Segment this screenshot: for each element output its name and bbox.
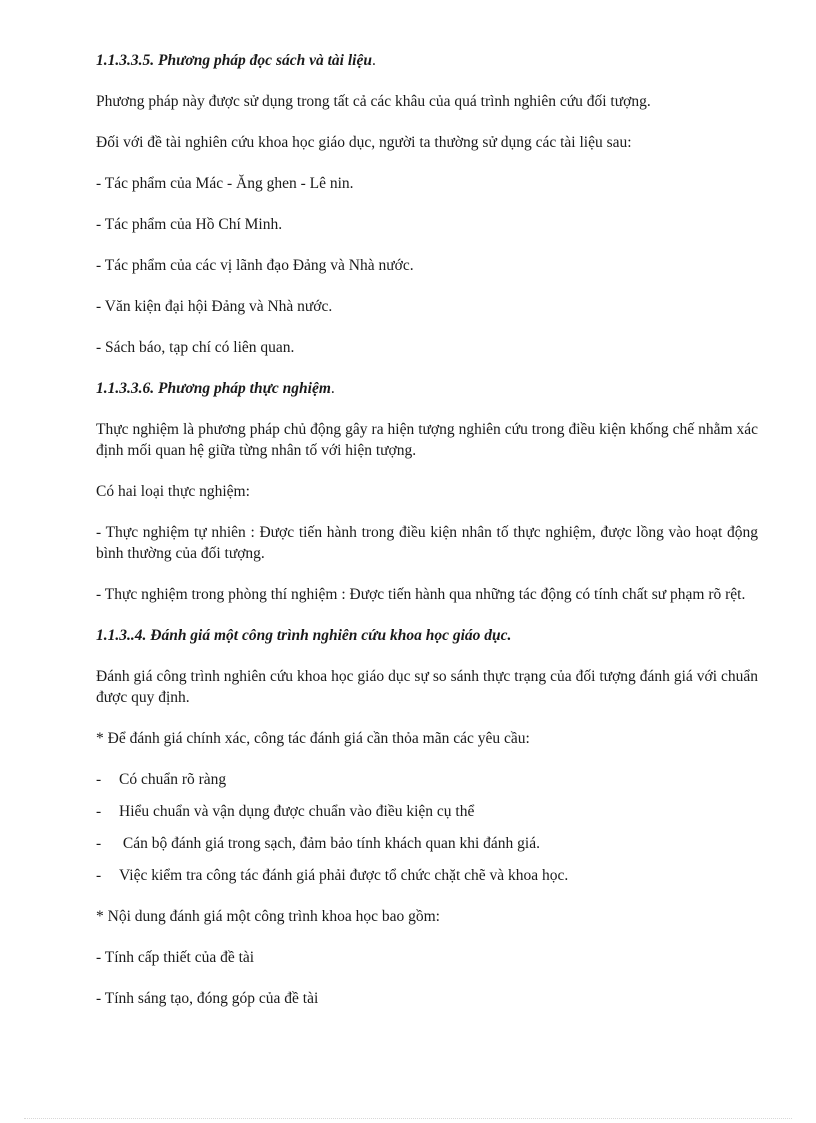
bullet-dash: - <box>96 867 102 884</box>
list-line: - Tác phẩm của các vị lãnh đạo Đảng và Nhà nước. <box>96 257 414 274</box>
list-line: - Tác phẩm của Mác - Ăng ghen - Lê nin. <box>96 175 354 192</box>
section-heading-1-1-3-3-6: 1.1.3.3.6. Phương pháp thực nghiệm. <box>96 380 335 397</box>
bullet-dash: - <box>96 803 102 820</box>
list-line: - Văn kiện đại hội Đảng và Nhà nước. <box>96 298 333 315</box>
list-item: - Hiểu chuẩn và vận dụng được chuẩn vào điều kiện cụ thể <box>96 803 475 820</box>
paragraph: * Để đánh giá chính xác, công tác đánh giá cần thỏa mãn các yêu cầu: <box>96 730 530 747</box>
list-line: - Sách báo, tạp chí có liên quan. <box>96 339 295 356</box>
section-heading-1-1-3-3-5: 1.1.3.3.5. Phương pháp đọc sách và tài liệu. <box>96 52 376 69</box>
list-item: - Cán bộ đánh giá trong sạch, đảm bảo tính khách quan khi đánh giá. <box>96 835 540 852</box>
page-bottom-divider <box>24 1118 792 1119</box>
document-page <box>96 50 758 1029</box>
list-line: - Tính sáng tạo, đóng góp của đề tài <box>96 990 319 1007</box>
paragraph: * Nội dung đánh giá một công trình khoa học bao gồm: <box>96 908 440 925</box>
paragraph: Có hai loại thực nghiệm: <box>96 483 250 500</box>
requirements-list <box>96 769 758 886</box>
bullet-dash: - <box>96 771 102 788</box>
paragraph: Đánh giá công trình nghiên cứu khoa học giáo dục sự so sánh thực trạng của đối tượng đánh giá với chuẩn được quy định. <box>96 668 758 706</box>
bullet-dash: - <box>96 835 102 852</box>
paragraph: - Thực nghiệm tự nhiên : Được tiến hành trong điều kiện nhân tố thực nghiệm, được lồng vào hoạt động bình thường của đối tượng. <box>96 524 758 562</box>
list-item: - Việc kiểm tra công tác đánh giá phải được tổ chức chặt chẽ và khoa học. <box>96 867 569 884</box>
paragraph: Thực nghiệm là phương pháp chủ động gây ra hiện tượng nghiên cứu trong điều kiện khống chế nhằm xác định mối quan hệ giữa từng nhân tố với hiện tượng. <box>96 421 758 459</box>
paragraph: Phương pháp này được sử dụng trong tất cả các khâu của quá trình nghiên cứu đối tượng. <box>96 93 651 110</box>
list-line: - Tác phẩm của Hồ Chí Minh. <box>96 216 283 233</box>
section-heading-1-1-3-4: 1.1.3..4. Đánh giá một công trình nghiên cứu khoa học giáo dục. <box>96 627 512 644</box>
paragraph: - Thực nghiệm trong phòng thí nghiệm : Được tiến hành qua những tác động có tính chất sư phạm rõ rệt. <box>96 586 746 603</box>
list-line: - Tính cấp thiết của đề tài <box>96 949 255 966</box>
paragraph: Đối với đề tài nghiên cứu khoa học giáo dục, người ta thường sử dụng các tài liệu sau: <box>96 134 632 151</box>
list-item: - Có chuẩn rõ ràng <box>96 771 227 788</box>
